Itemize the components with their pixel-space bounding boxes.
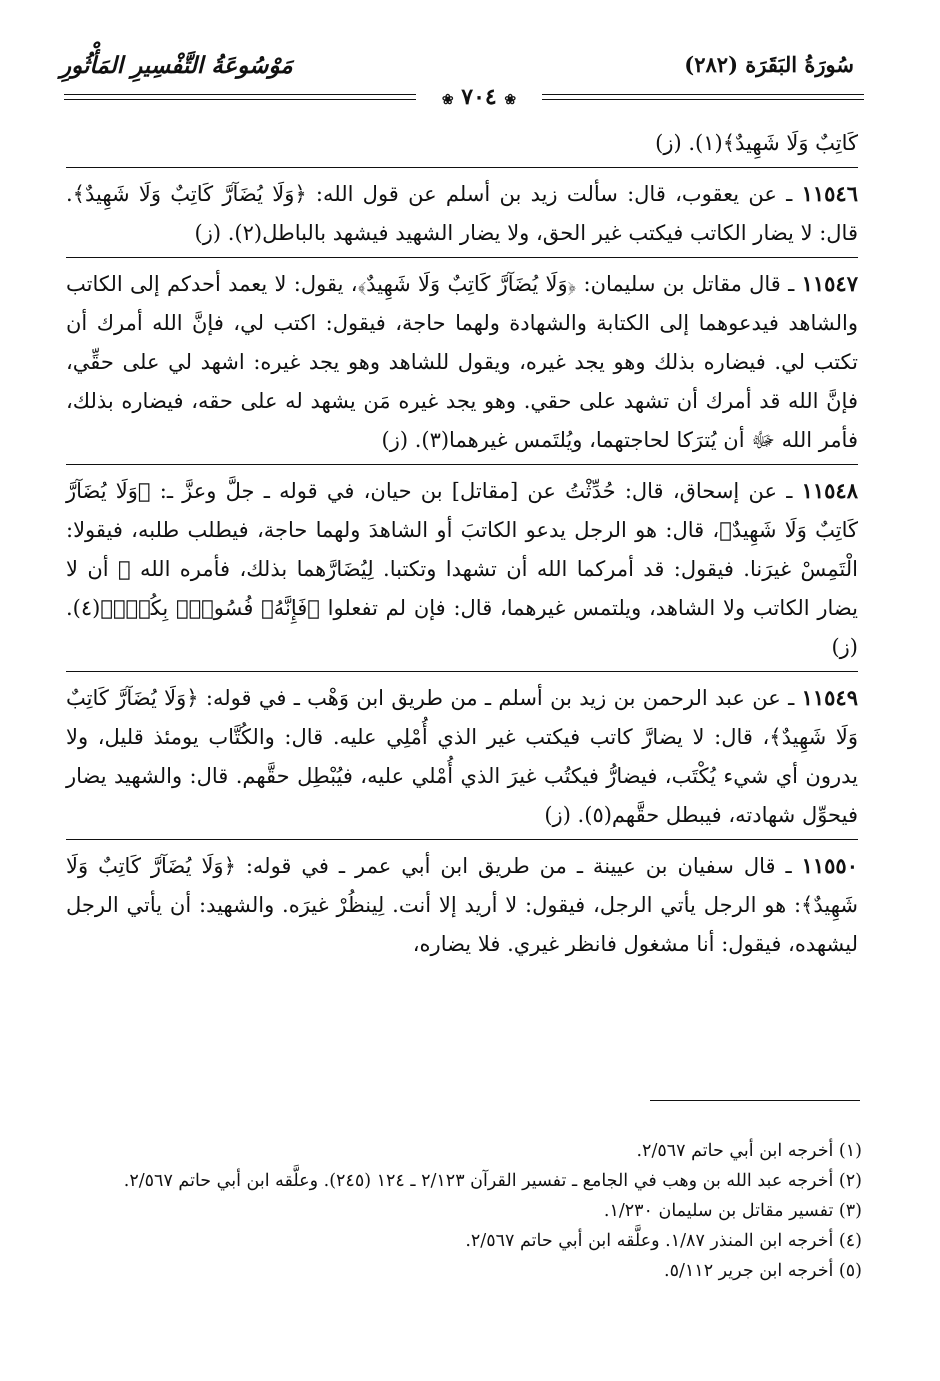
paragraph-number: ١١٥٤٧	[801, 271, 858, 296]
paragraph-number: ١١٥٤٩	[801, 685, 858, 710]
paragraph-11547	[66, 264, 858, 460]
paragraph-number: ١١٥٤٦	[801, 181, 858, 206]
header-rule-right-bottom	[542, 99, 864, 100]
paragraph-number: ١١٥٥٠	[801, 853, 858, 878]
ornament-icon: ❀	[441, 92, 454, 108]
footnote-4: (٤) أخرجه ابن المنذر ١/٨٧. وعلَّقه ابن أبي حاتم ٢/٥٦٧.	[465, 1231, 862, 1251]
ornament-icon: ❀	[504, 92, 517, 108]
paragraph-divider	[66, 464, 858, 465]
paragraph-text: كَاتِبٌ وَلَا شَهِيدٌ﴾(١). (ز)	[655, 131, 858, 155]
paragraph-text: ـ عن عبد الرحمن بن زيد بن أسلم ـ من طريق ابن وَهْب ـ في قوله: ﴿وَلَا يُضَآرَّ كَاتِبٌ وَلَا شَهِيدٌ﴾، قال: لا يضارَّ كاتب فيكتب غير الذي أُمْلِي عليه. قال: والكُتَّاب يومئذ قليل، ولا يدرون أي شيء يُكْتَب، فيضارُّ فيكتُب غيرَ الذي أُمْلي عليه، فيُبْطِل حقَّهم. قال: والشهيد يضار فيحوِّل شهادته، فيبطل حقَّهم(٥). (ز)	[66, 686, 858, 827]
paragraph-text: ـ قال سفيان بن عيينة ـ من طريق ابن أبي عمر ـ في قوله: ﴿وَلَا يُضَآرَّ كَاتِبٌ وَلَا شَهِيدٌ﴾: هو الرجل يأتي الرجل، فيقول: لا أريد إلا أنت. لِينظُرْ غيرَه. والشهيد: أن يأتي الرجل ليشهده، فيقول: أنا مشغول فانظر غيري. فلا يضاره،	[66, 854, 858, 956]
body-text	[66, 124, 858, 964]
paragraph-11548	[66, 471, 858, 667]
page-number	[424, 84, 534, 110]
paragraph-text: ـ عن إسحاق، قال: حُدِّثْتُ عن [مقاتل] بن حيان، في قوله ـ جلَّ وعزَّ ـ: ﴿وَلَا يُضَآرَّ كَاتِبٌ وَلَا شَهِيدٌ﴾، قال: هو الرجل يدعو الكاتبَ أو الشاهدَ ولهما حاجة، فيطلب طلبه، فيقولا: الْتَمِسْ غيرَنا. فيقول: قد أمركما الله أن تشهدا وتكتبا. لِيُضَارَّهما بذلك، فأمره الله ﷻ أن لا يضار الكاتب ولا الشاهد، ويلتمس غيرهما، قال: فإن لم تفعلوا ﴿فَإِنَّهُۥ فُسُوقٌۢ بِكُمْۗ﴾(٤). (ز)	[66, 479, 858, 659]
paragraph-text: ـ عن يعقوب، قال: سألت زيد بن أسلم عن قول الله: ﴿وَلَا يُضَآرَّ كَاتِبٌ وَلَا شَهِيدٌ﴾. قال: لا يضار الكاتب فيكتب غير الحق، ولا يضار الشهيد فيشهد بالباطل(٢). (ز)	[66, 182, 858, 245]
header-rule-left-top	[64, 94, 416, 95]
paragraph-divider	[66, 839, 858, 840]
sura-header: سُورَةُ البَقَرَة (٢٨٢)	[684, 52, 854, 77]
book-title-header: مَوْسُوعَةُ التَّفْسِيرِ المَأْثُورِ	[60, 52, 293, 79]
paragraph-text: ـ قال مقاتل بن سليمان: ﴿وَلَا يُضَآرَّ كَاتِبٌ وَلَا شَهِيدٌ﴾، يقول: لا يعمد أحدكم إلى الكاتب والشاهد فيدعوهما إلى الكتابة والشهادة ولهما حاجة، فيقول: اكتب لي، فإنَّ الله أمرك أن تكتب لي. فيضاره بذلك وهو يجد غيره، ويقول للشاهد وهو يجد غيره: اشهد لي على حقِّي، فإنَّ الله قد أمرك أن تشهد على حقي. وهو يجد غيره مَن يشهد له على حقه، فيضاره بذلك، فأمر الله ﷻ أن يُترَكا لحاجتهما، ويُلتَمس غيرهما(٣). (ز)	[66, 272, 858, 452]
paragraph-divider	[66, 167, 858, 168]
paragraph-11549	[66, 678, 858, 835]
paragraph-11546	[66, 174, 858, 253]
footnote-5: (٥) أخرجه ابن جرير ٥/١١٢.	[664, 1261, 862, 1281]
footnote-3: (٣) تفسير مقاتل بن سليمان ١/٢٣٠.	[603, 1201, 862, 1221]
footnote-2: (٢) أخرجه عبد الله بن وهب في الجامع ـ تفسير القرآن ٢/١٢٣ ـ ١٢٤ (٢٤٥). وعلَّقه ابن أبي حاتم ٢/٥٦٧.	[123, 1171, 862, 1191]
page-number-value: ٧٠٤	[461, 84, 497, 110]
header-rule-left-bottom	[64, 99, 416, 100]
footnote-1: (١) أخرجه ابن أبي حاتم ٢/٥٦٧.	[636, 1141, 862, 1161]
paragraph-continuation	[66, 124, 858, 163]
paragraph-number: ١١٥٤٨	[801, 478, 858, 503]
paragraph-11550	[66, 846, 858, 964]
footnote-separator	[650, 1100, 860, 1101]
paragraph-divider	[66, 671, 858, 672]
footnotes	[66, 1136, 862, 1286]
paragraph-divider	[66, 257, 858, 258]
header-rule-right-top	[542, 94, 864, 95]
